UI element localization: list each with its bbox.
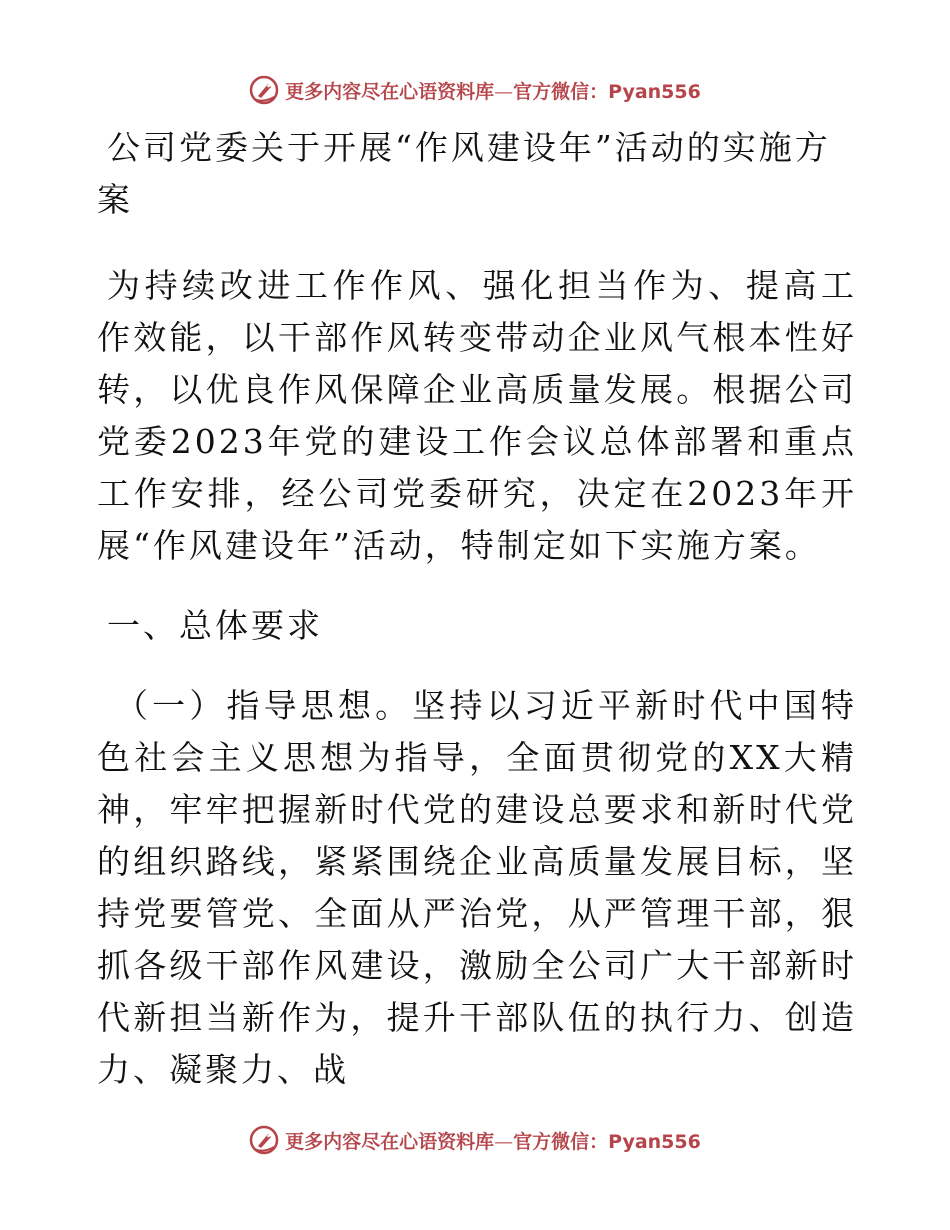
watermark-text: 更多内容尽在心语资料库—官方微信：Pyan556	[285, 1130, 701, 1153]
document-body	[97, 122, 857, 1096]
document-title: 公司党委关于开展“作风建设年”活动的实施方 案	[97, 128, 831, 219]
watermark-banner-bottom	[0, 1120, 950, 1160]
watermark-banner-top	[0, 70, 950, 110]
pen-nib-logo-icon	[249, 1125, 279, 1155]
pen-nib-logo-icon	[249, 75, 279, 105]
intro-paragraph: 为持续改进工作作风、强化担当作为、提高工作效能，以干部作风转变带动企业风气根本性好转，以优良作风保障企业高质量发展。根据公司党委2023年党的建设工作会议总体部署和重点工作安排，经公司党委研究，决定在2023年开展“作风建设年”活动，特制定如下实施方案。	[97, 266, 857, 565]
section-heading: 一、总体要求	[107, 606, 323, 645]
watermark-text: 更多内容尽在心语资料库—官方微信：Pyan556	[285, 80, 701, 103]
guiding-thought-paragraph: （一）指导思想。坚持以习近平新时代中国特色社会主义思想为指导，全面贯彻党的XX大精神，牢牢把握新时代党的建设总要求和新时代党的组织路线，紧紧围绕企业高质量发展目标，坚持党要管党、全面从严治党，从严管理干部，狠抓各级干部作风建设，激励全公司广大干部新时代新担当新作为，提升干部队伍的执行力、创造力、凝聚力、战	[97, 686, 857, 1089]
